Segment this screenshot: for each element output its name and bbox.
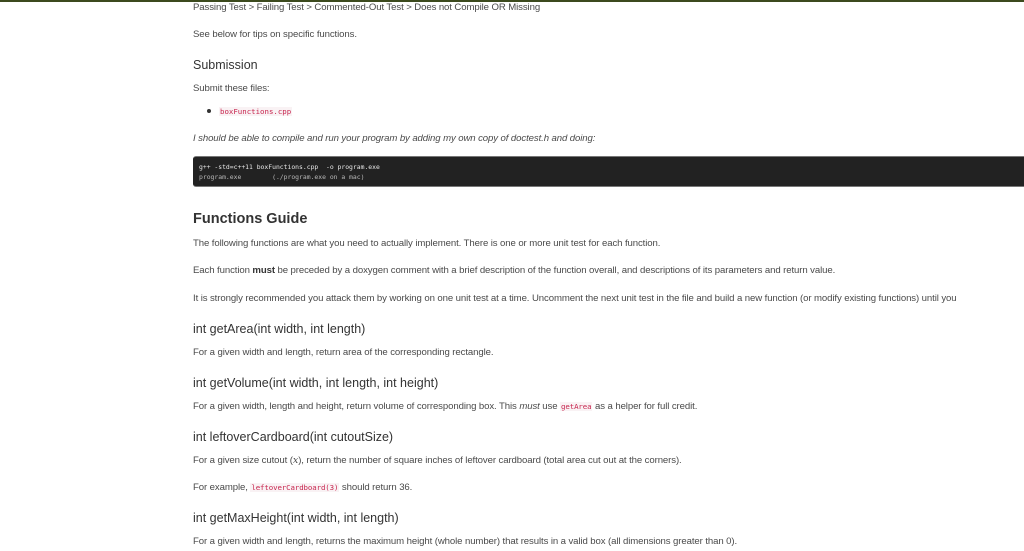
function-signature-getmaxheight: int getMaxHeight(int width, int length) (193, 511, 399, 525)
doxygen-requirement: Each function must be preceded by a doxygen comment with a brief description of the function overall, and descriptions of its parameters and return value. (193, 265, 836, 276)
file-name: boxFunctions.cpp (220, 107, 292, 116)
see-below-text: See below for tips on specific functions. (193, 29, 357, 40)
inline-code-example: leftoverCardboard(3) (251, 483, 339, 492)
function-signature-getarea: int getArea(int width, int length) (193, 322, 366, 336)
grading-order-text: Passing Test > Failing Test > Commented-Out Test > Does not Compile OR Missing (193, 2, 541, 13)
function-desc-getmaxheight: For a given width and length, returns the maximum height (whole number) that results in a valid box (all dimensions greater than 0). (193, 536, 738, 547)
function-desc-getarea: For a given width and length, return area of the corresponding rectangle. (193, 347, 494, 358)
compile-note: I should be able to compile and run your program by adding my own copy of doctest.h and doing: (193, 133, 596, 144)
code-line-compile: g++ -std=c++11 boxFunctions.cpp -o program.exe (199, 163, 380, 171)
recommendation-text: It is strongly recommended you attack them by working on one unit test at a time. Uncomment the next unit test in the file and build a new function (or modify existing functions) until you (193, 293, 957, 304)
function-signature-leftovercardboard: int leftoverCardboard(int cutoutSize) (193, 430, 394, 444)
submission-heading: Submission (193, 58, 258, 72)
code-line-run: program.exe (./program.exe on a mac) (199, 173, 365, 181)
must-emphasis: must (252, 265, 275, 276)
function-desc-leftovercardboard: For a given size cutout (x), return the number of square inches of leftover cardboard (total area cut out at the corners). (193, 455, 682, 466)
bullet-icon (207, 109, 211, 113)
submission-file-list (207, 105, 292, 118)
functions-guide-heading: Functions Guide (193, 211, 308, 227)
submission-file-item (207, 105, 292, 118)
submission-intro: Submit these files: (193, 83, 270, 94)
math-variable-x: x (292, 455, 299, 466)
must-emphasis: must (519, 401, 540, 412)
function-desc-getvolume: For a given width, length and height, return volume of corresponding box. This must use getArea as a helper for full credit. (193, 401, 698, 412)
compile-command-code-block (193, 156, 1024, 187)
guide-intro: The following functions are what you need to actually implement. There is one or more unit test for each function. (193, 238, 661, 249)
function-signature-getvolume: int getVolume(int width, int length, int height) (193, 376, 439, 390)
inline-code-getarea: getArea (561, 402, 592, 411)
example-leftovercardboard: For example, leftoverCardboard(3) should return 36. (193, 482, 413, 493)
